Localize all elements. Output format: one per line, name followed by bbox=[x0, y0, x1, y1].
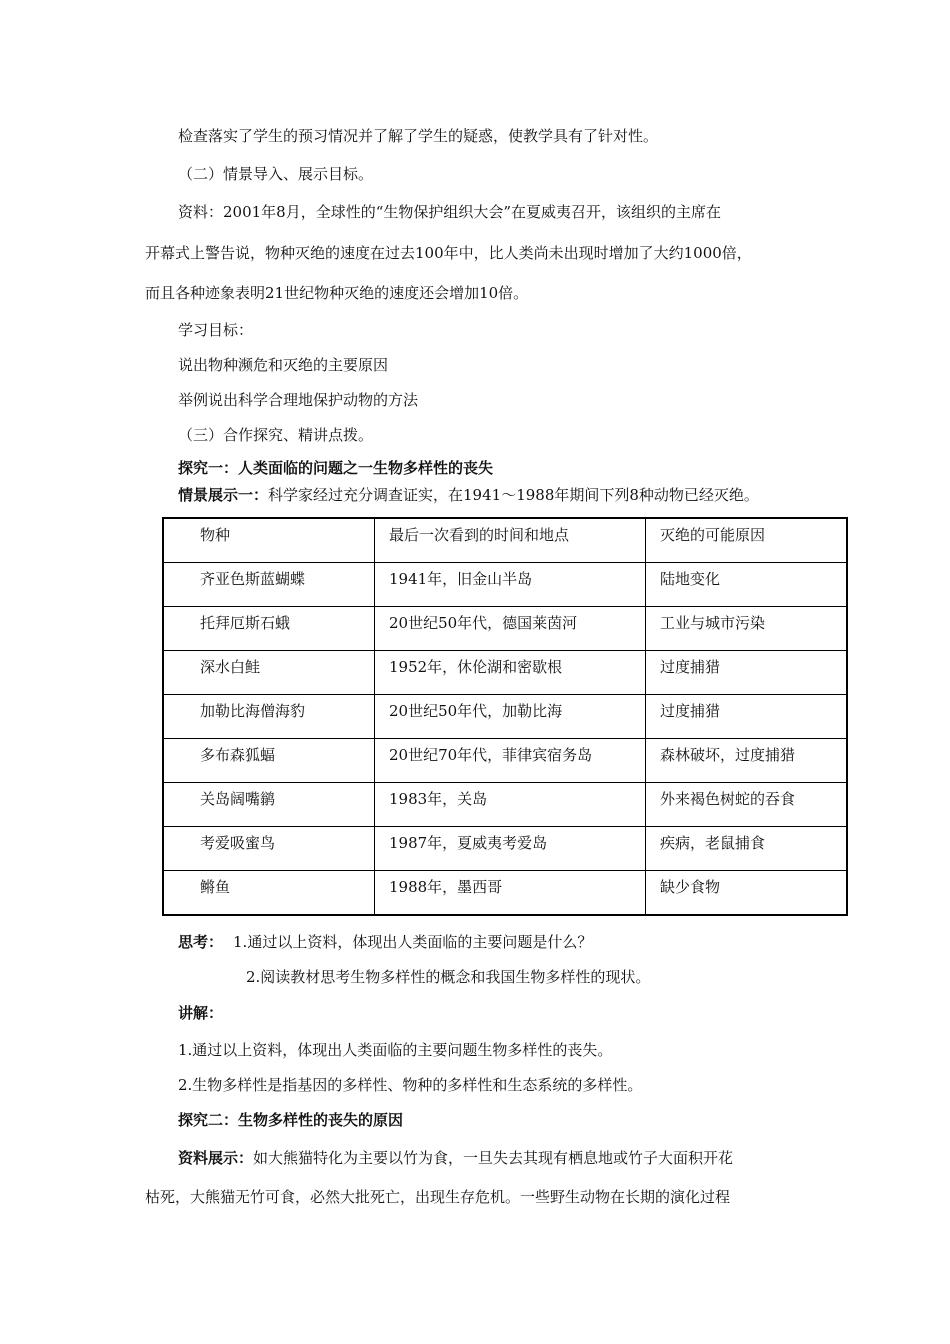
header-cause: 灭绝的可能原因 bbox=[646, 518, 848, 563]
think-line-1 bbox=[178, 932, 592, 952]
species-cell: 深水白鲑 bbox=[163, 651, 375, 695]
table-header-row bbox=[163, 518, 847, 563]
explain-answer-1: 1.通过以上资料，体现出人类面临的主要问题生物多样性的丧失。 bbox=[178, 1041, 613, 1059]
species-cell: 鳉鱼 bbox=[163, 871, 375, 916]
last-seen-cell: 20世纪50年代，德国莱茵河 bbox=[375, 607, 646, 651]
explain-label: 讲解： bbox=[178, 1004, 224, 1022]
material-text-1: 如大熊猫特化为主要以竹为食，一旦失去其现有栖息地或竹子大面积开花 bbox=[253, 1149, 734, 1167]
species-cell: 考爱吸蜜鸟 bbox=[163, 827, 375, 871]
explore-two-heading: 探究二：生物多样性的丧失的原因 bbox=[178, 1111, 404, 1129]
think-question-1: 1.通过以上资料，体现出人类面临的主要问题是什么？ bbox=[233, 933, 593, 951]
last-seen-cell: 1983年，关岛 bbox=[375, 783, 646, 827]
species-cell: 多布森狐蝠 bbox=[163, 739, 375, 783]
material-line-1: 资料：2001年8月，全球性的“生物保护组织大会”在夏威夷召开，该组织的主席在 bbox=[178, 203, 722, 221]
table-row bbox=[163, 739, 847, 783]
cause-cell: 陆地变化 bbox=[646, 563, 848, 607]
species-cell: 托拜厄斯石蛾 bbox=[163, 607, 375, 651]
header-species: 物种 bbox=[163, 518, 375, 563]
material-display-line-1 bbox=[178, 1148, 733, 1168]
paragraph-check: 检查落实了学生的预习情况并了解了学生的疑惑，使教学具有了针对性。 bbox=[178, 127, 659, 145]
material-label: 资料展示： bbox=[178, 1149, 254, 1167]
last-seen-cell: 1987年，夏威夷考爱岛 bbox=[375, 827, 646, 871]
material-line-2: 开幕式上警告说，物种灭绝的速度在过去100年中，比人类尚未出现时增加了大约1000倍， bbox=[145, 244, 752, 262]
material-text-2: 枯死，大熊猫无竹可食，必然大批死亡，出现生存危机。一些野生动物在长期的演化过程 bbox=[145, 1188, 731, 1206]
last-seen-cell: 1941年，旧金山半岛 bbox=[375, 563, 646, 607]
cause-cell: 外来褐色树蛇的吞食 bbox=[646, 783, 848, 827]
header-last-seen: 最后一次看到的时间和地点 bbox=[375, 518, 646, 563]
material-line-3: 而且各种迹象表明21世纪物种灭绝的速度还会增加10倍。 bbox=[145, 284, 529, 302]
section-heading-3: （三）合作探究、精讲点拨。 bbox=[178, 426, 374, 444]
last-seen-cell: 20世纪70年代，菲律宾宿务岛 bbox=[375, 739, 646, 783]
last-seen-cell: 20世纪50年代，加勒比海 bbox=[375, 695, 646, 739]
goals-title: 学习目标： bbox=[178, 321, 254, 339]
cause-cell: 缺少食物 bbox=[646, 871, 848, 916]
cause-cell: 工业与城市污染 bbox=[646, 607, 848, 651]
goal-1: 说出物种濒危和灭绝的主要原因 bbox=[178, 356, 389, 374]
species-cell: 齐亚色斯蓝蝴蝶 bbox=[163, 563, 375, 607]
scene-label: 情景展示一： bbox=[178, 486, 269, 504]
table-row bbox=[163, 563, 847, 607]
think-label: 思考： bbox=[178, 933, 224, 951]
explain-answer-2: 2.生物多样性是指基因的多样性、物种的多样性和生态系统的多样性。 bbox=[178, 1076, 643, 1094]
explore-one-heading: 探究一：人类面临的问题之一生物多样性的丧失 bbox=[178, 459, 494, 477]
last-seen-cell: 1952年，休伦湖和密歇根 bbox=[375, 651, 646, 695]
table-row bbox=[163, 695, 847, 739]
species-cell: 关岛阔嘴鹟 bbox=[163, 783, 375, 827]
cause-cell: 过度捕猎 bbox=[646, 695, 848, 739]
table-row bbox=[163, 783, 847, 827]
scene-text: 科学家经过充分调查证实，在1941～1988年期间下列8种动物已经灭绝。 bbox=[268, 486, 759, 504]
goal-2: 举例说出科学合理地保护动物的方法 bbox=[178, 391, 419, 409]
extinct-species-table bbox=[162, 517, 848, 916]
cause-cell: 疾病，老鼠捕食 bbox=[646, 827, 848, 871]
cause-cell: 森林破坏，过度捕猎 bbox=[646, 739, 848, 783]
table-row bbox=[163, 651, 847, 695]
section-heading-2: （二）情景导入、展示目标。 bbox=[178, 165, 374, 183]
table-row bbox=[163, 607, 847, 651]
last-seen-cell: 1988年，墨西哥 bbox=[375, 871, 646, 916]
cause-cell: 过度捕猎 bbox=[646, 651, 848, 695]
think-question-2: 2.阅读教材思考生物多样性的概念和我国生物多样性的现状。 bbox=[246, 968, 651, 986]
table-row bbox=[163, 871, 847, 916]
species-cell: 加勒比海僧海豹 bbox=[163, 695, 375, 739]
table-row bbox=[163, 827, 847, 871]
scene-line bbox=[178, 485, 759, 505]
